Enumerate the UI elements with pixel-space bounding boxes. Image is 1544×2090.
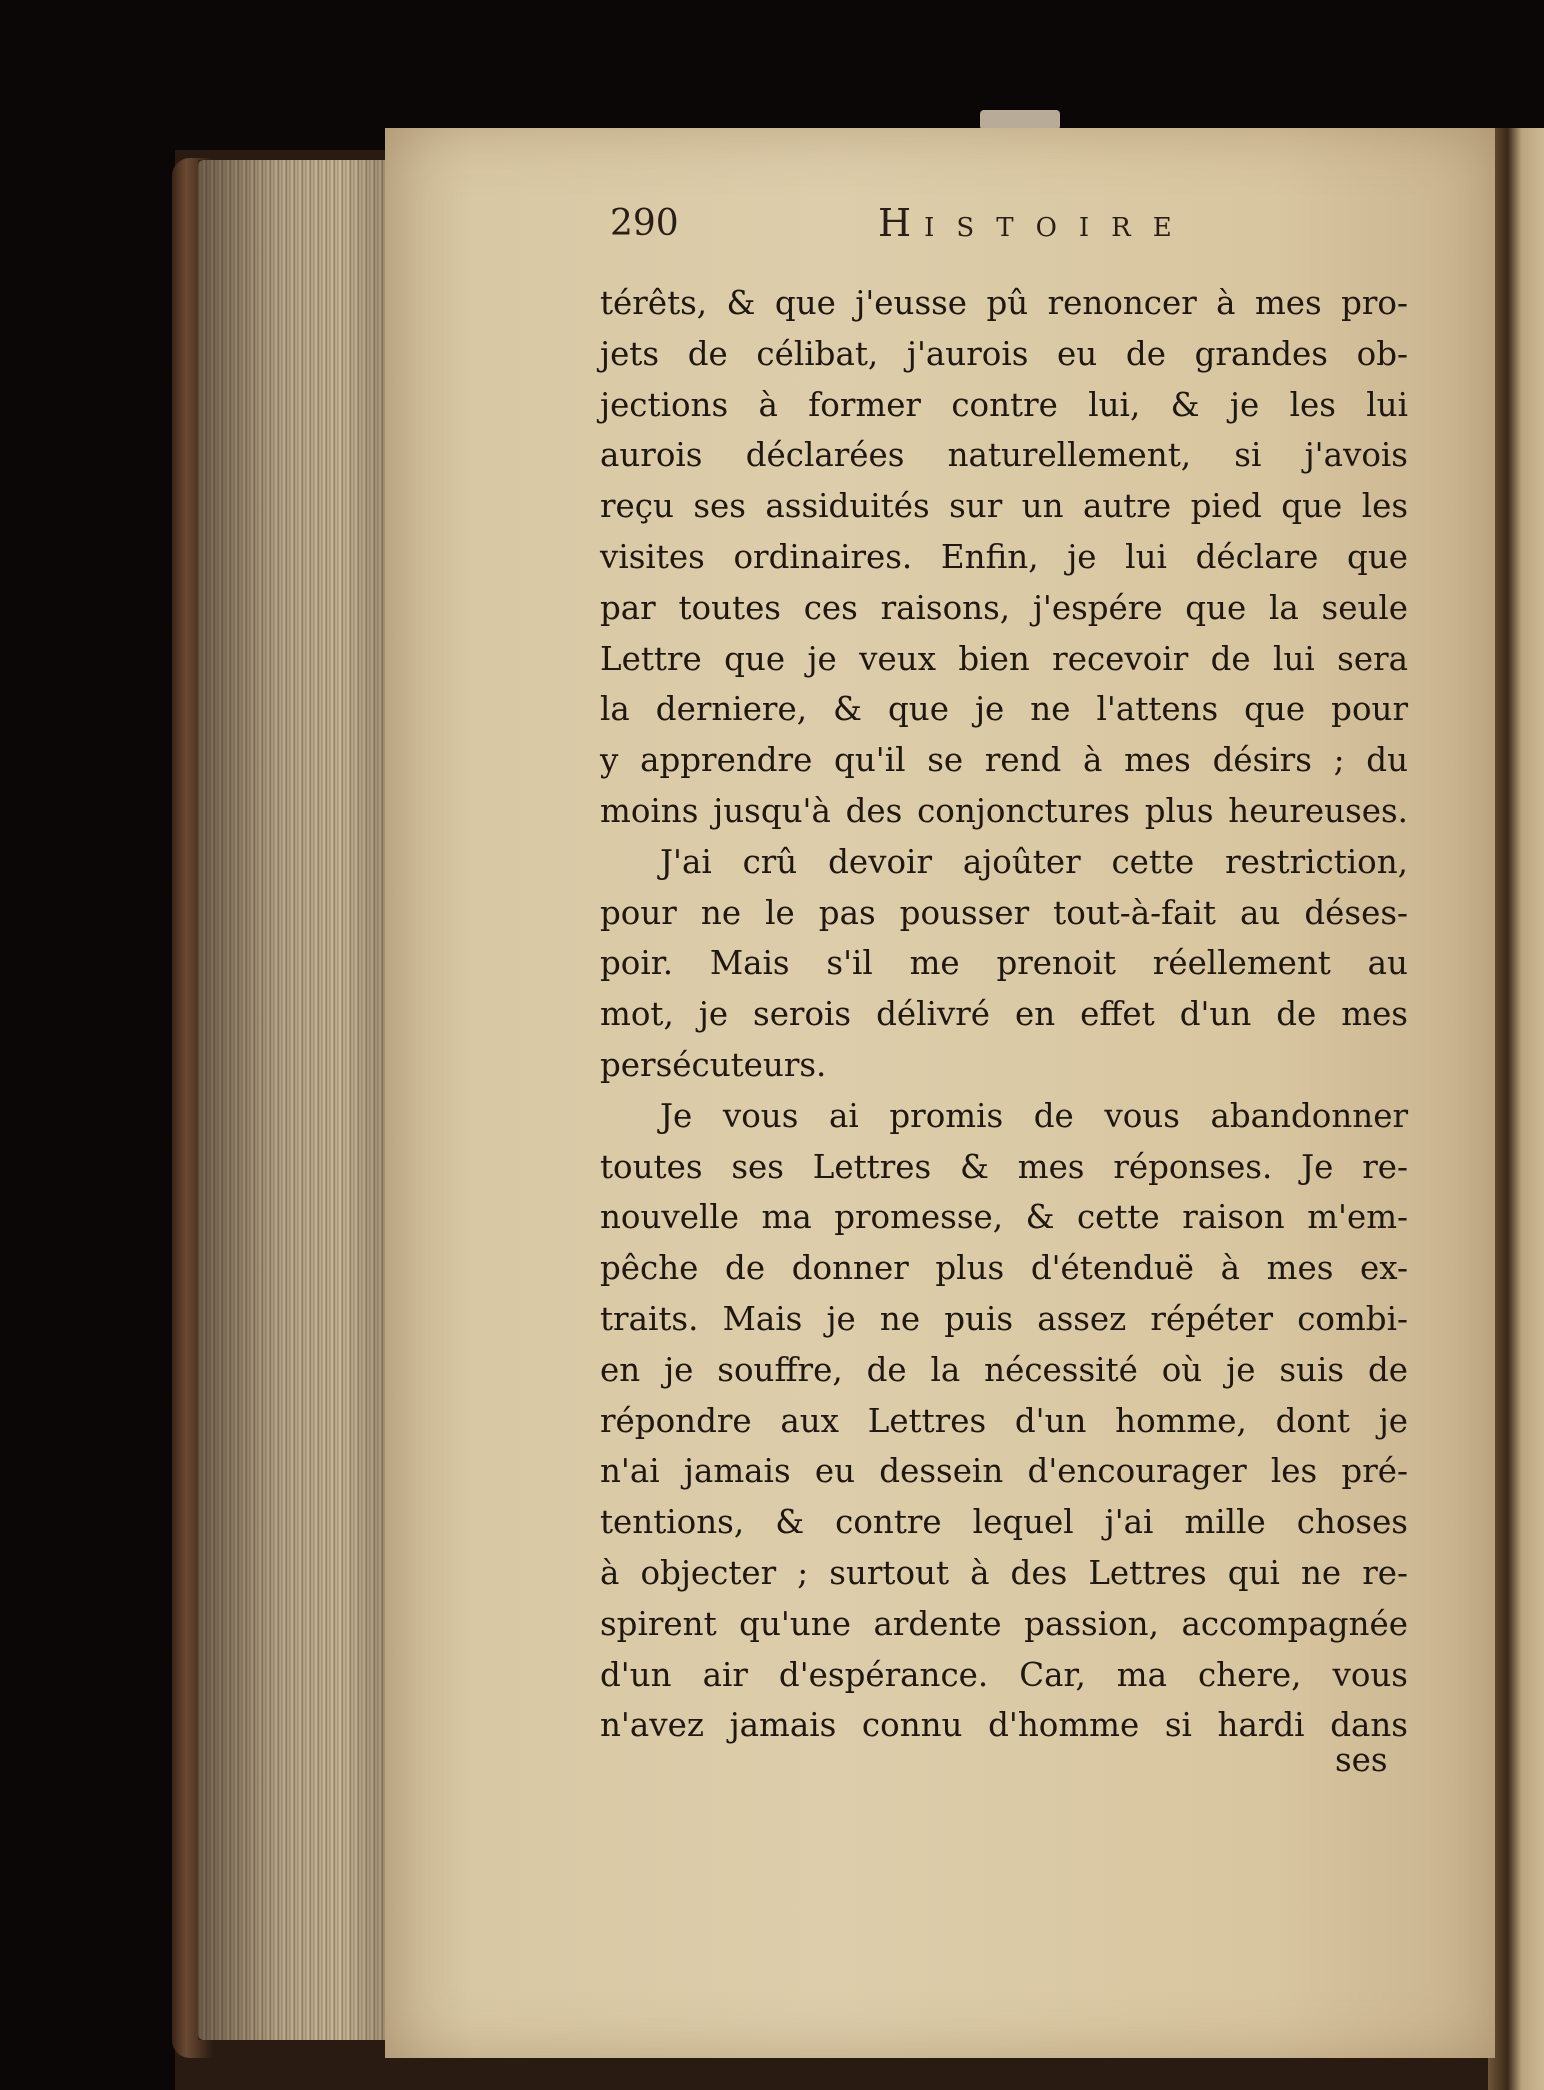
page-header bbox=[610, 203, 1210, 263]
text-line: en je souffre, de la nécessité où je suis de bbox=[600, 1350, 1408, 1389]
text-line-paragraph-start: Je vous ai promis de vous abandonner bbox=[660, 1096, 1408, 1135]
text-line: pêche de donner plus d'étenduë à mes ex- bbox=[600, 1249, 1408, 1288]
text-line: tentions, & contre lequel j'ai mille choses bbox=[600, 1503, 1408, 1542]
text-line-paragraph-start: J'ai crû devoir ajoûter cette restriction, bbox=[660, 842, 1408, 881]
facing-page-gutter bbox=[1488, 128, 1544, 2090]
text-line: toutes ses Lettres & mes réponses. Je re- bbox=[600, 1147, 1408, 1186]
text-line: spirent qu'une ardente passion, accompagnée bbox=[600, 1604, 1408, 1643]
text-line: traits. Mais je ne puis assez répéter combi- bbox=[600, 1299, 1408, 1338]
running-title-rest: ISTOIRE bbox=[924, 213, 1194, 243]
text-line: térêts, & que j'eusse pû renoncer à mes pro- bbox=[600, 284, 1408, 322]
text-line: y apprendre qu'il se rend à mes désirs ; du bbox=[600, 741, 1408, 780]
text-line: mot, je serois délivré en effet d'un de mes bbox=[600, 995, 1408, 1034]
text-line: jets de célibat, j'aurois eu de grandes ob- bbox=[600, 334, 1408, 373]
text-line: reçu ses assiduités sur un autre pied que les bbox=[600, 487, 1408, 526]
text-line: poir. Mais s'il me prenoit réellement au bbox=[600, 944, 1408, 983]
text-line: d'un air d'espérance. Car, ma chere, vous bbox=[600, 1655, 1408, 1694]
text-line: pour ne le pas pousser tout-à-fait au déses- bbox=[600, 893, 1408, 932]
running-title bbox=[878, 201, 1194, 245]
page-number: 290 bbox=[610, 203, 679, 244]
running-title-initial: H bbox=[878, 201, 925, 245]
text-line: nouvelle ma promesse, & cette raison m'em- bbox=[600, 1198, 1408, 1237]
body-text bbox=[600, 278, 1408, 1751]
bookmark-ribbon bbox=[980, 110, 1060, 130]
text-line: à objecter ; surtout à des Lettres qui ne re- bbox=[600, 1553, 1408, 1592]
text-line: par toutes ces raisons, j'espére que la seule bbox=[600, 588, 1408, 627]
text-line: aurois déclarées naturellement, si j'avois bbox=[600, 436, 1408, 475]
text-line: n'ai jamais eu dessein d'encourager les pré- bbox=[600, 1452, 1408, 1491]
text-line: n'avez jamais connu d'homme si hardi dans bbox=[600, 1706, 1408, 1745]
text-line: Lettre que je veux bien recevoir de lui sera bbox=[600, 639, 1408, 678]
catchword: ses bbox=[1335, 1741, 1388, 1779]
text-line: la derniere, & que je ne l'attens que pour bbox=[600, 690, 1408, 729]
text-line: répondre aux Lettres d'un homme, dont je bbox=[600, 1401, 1408, 1440]
text-line: moins jusqu'à des conjonctures plus heureuses. bbox=[600, 791, 1408, 830]
text-line: jections à former contre lui, & je les lui bbox=[600, 385, 1408, 424]
text-line-paragraph-end: persécuteurs. bbox=[600, 1045, 827, 1084]
text-line: visites ordinaires. Enfin, je lui déclare que bbox=[600, 537, 1408, 576]
page-edges-shadow bbox=[198, 160, 403, 2040]
